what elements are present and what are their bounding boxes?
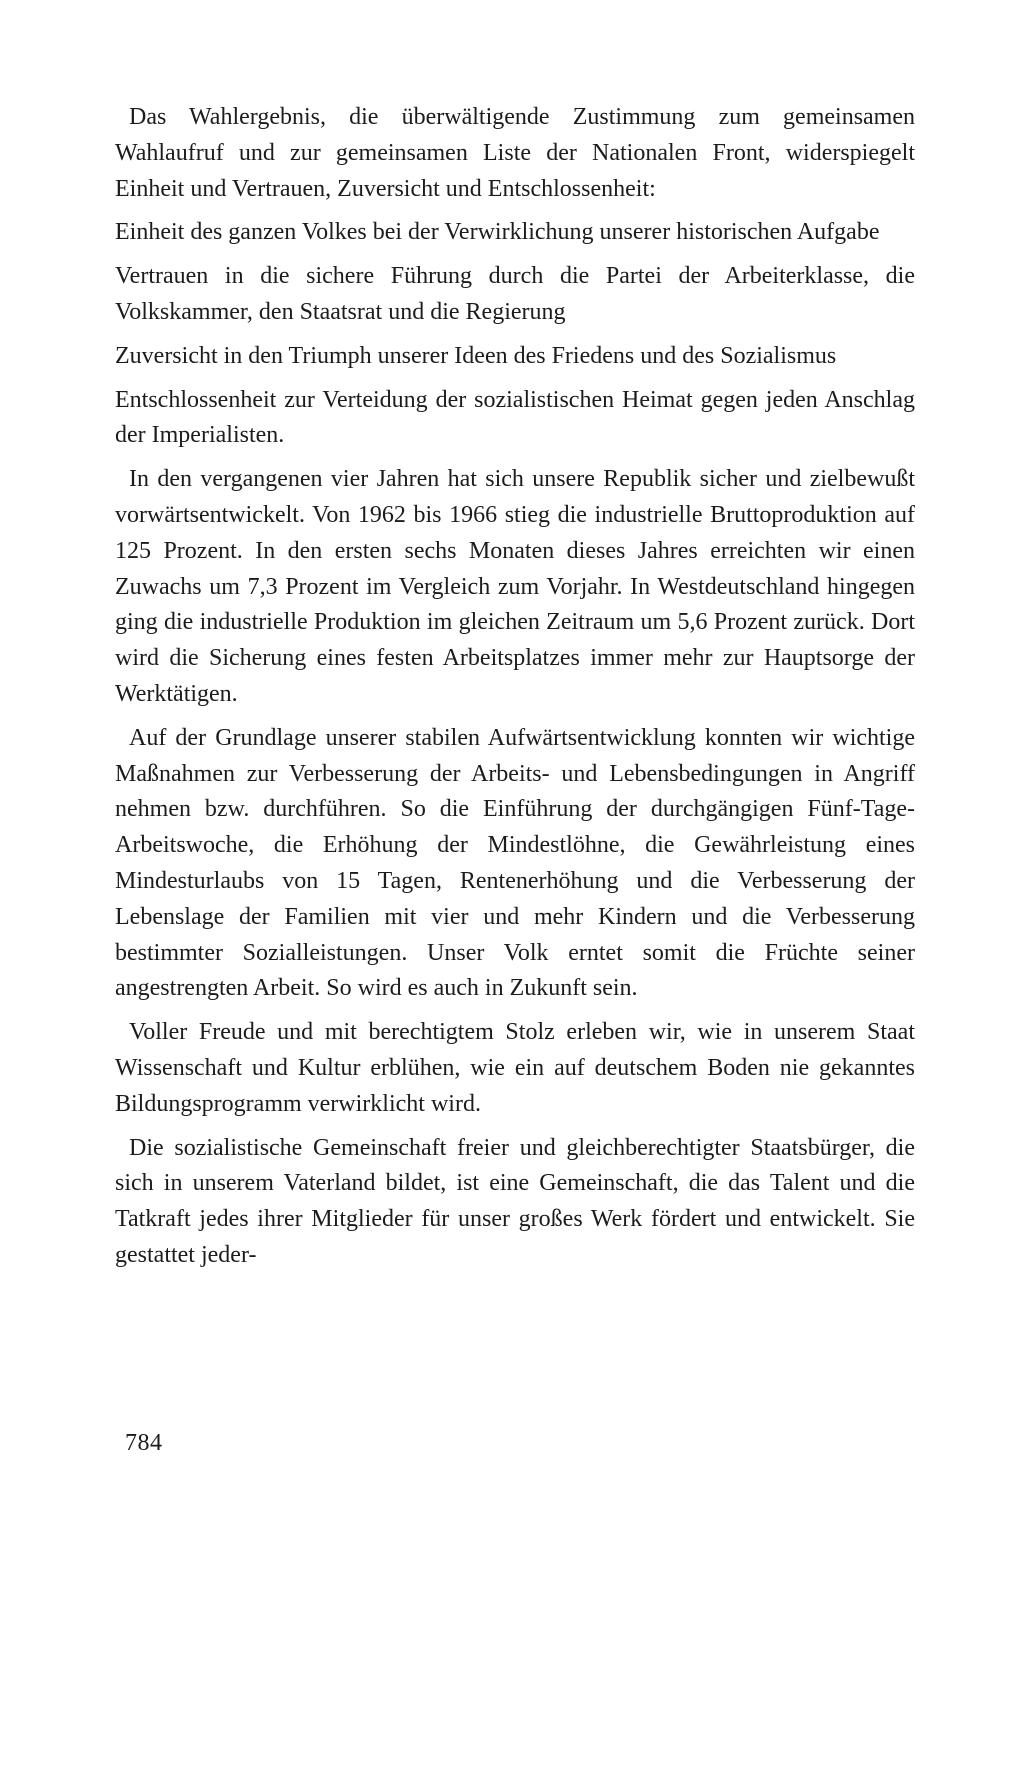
body-text — [115, 100, 915, 1282]
paragraph-unity: Einheit des ganzen Volkes bei der Verwirklichung unserer historischen Aufgabe — [115, 219, 880, 246]
paragraph-science-culture: Voller Freude und mit berechtigtem Stolz erleben wir, wie in unserem Staat Wissenschaft und Kultur erblühen, wie ein auf deutschem Boden nie gekanntes Bildungsprogramm verwirklicht wird. — [115, 1019, 915, 1117]
paragraph-confidence: Zuversicht in den Triumph unserer Ideen des Friedens und des Sozialismus — [115, 342, 837, 369]
paragraph-living-conditions: Auf der Grundlage unserer stabilen Aufwärtsentwicklung konnten wir wichtige Maßnahmen zur Verbesserung der Arbeits- und Lebensbedingungen in Angriff nehmen bzw. durchführen. So die Einführung der durchgängigen Fünf-Tage-Arbeitswoche, die Erhöhung der Mindestlöhne, die Gewährleistung eines Mindesturlaubs von 15 Tagen, Rentenerhöhung und die Verbesserung der Lebenslage der Familien mit vier und mehr Kindern und die Verbesserung bestimmter Sozialleistungen. Unser Volk erntet somit die Früchte seiner angestrengten Arbeit. So wird es auch in Zukunft sein. — [115, 724, 915, 1002]
paragraph-socialist-community: Die sozialistische Gemeinschaft freier und gleichberechtigter Staatsbürger, die sich in unserem Vaterland bildet, ist eine Gemeinschaft, die das Talent und die Tatkraft jedes ihrer Mitglieder für unser großes Werk fördert und entwickelt. Sie gestattet jeder- — [115, 1134, 915, 1268]
page-number: 784 — [125, 1430, 163, 1456]
paragraph-economic-development: In den vergangenen vier Jahren hat sich unsere Republik sicher und zielbewußt vorwärtsentwickelt. Von 1962 bis 1966 stieg die industrielle Bruttoproduktion auf 125 Prozent. In den ersten sechs Monaten dieses Jahres erreichten wir einen Zuwachs um 7,3 Prozent im Vergleich zum Vorjahr. In Westdeutschland hingegen ging die industrielle Produktion im gleichen Zeitraum um 5,6 Prozent zurück. Dort wird die Sicherung eines festen Arbeitsplatzes immer mehr zur Hauptsorge der Werktätigen. — [115, 466, 915, 707]
paragraph-determination: Entschlossenheit zur Verteidung der sozialistischen Heimat gegen jeden Anschlag der Imperialisten. — [115, 386, 915, 449]
paragraph-trust: Vertrauen in die sichere Führung durch die Partei der Arbeiterklasse, die Volkskammer, den Staatsrat und die Regierung — [115, 263, 915, 325]
paragraph-election-result: Das Wahlergebnis, die überwältigende Zustimmung zum gemeinsamen Wahlaufruf und zur gemeinsamen Liste der Nationalen Front, widerspiegelt Einheit und Vertrauen, Zuversicht und Entschlossenheit: — [115, 104, 915, 202]
